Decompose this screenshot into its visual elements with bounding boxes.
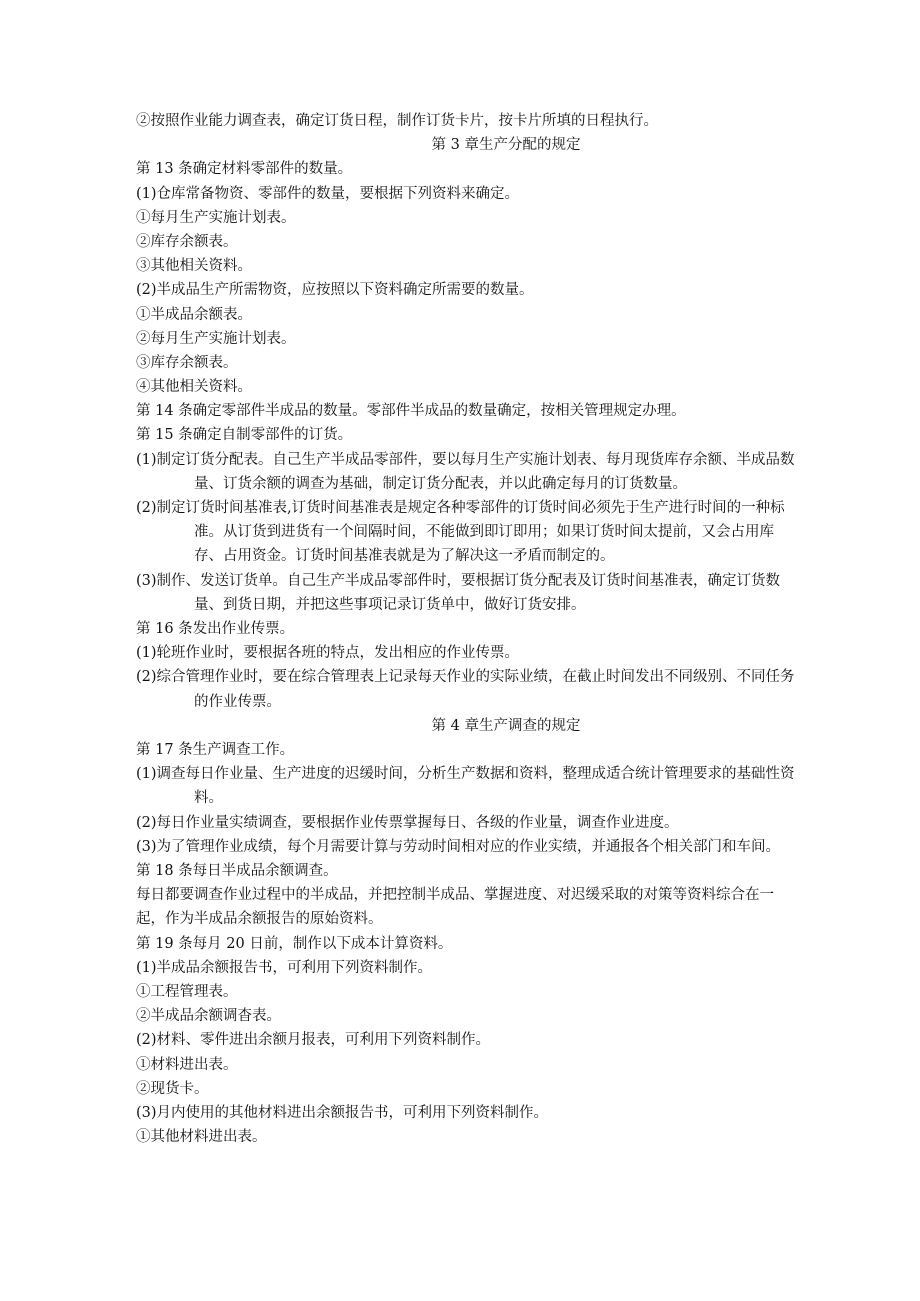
document-body	[136, 109, 796, 1149]
numbered-paragraph: (2)综合管理作业时，要在综合管理表上记录每天作业的实际业绩，在截止时间发出不同级别、不同任务的作业传票。	[136, 669, 795, 710]
text-line: 第 19 条每月 20 日前，制作以下成本计算资料。	[136, 935, 453, 952]
numbered-paragraph: (2)制定订货时间基准表,订货时间基准表是规定各种零部件的订货时间必须先于生产进行时间的一种标准。从订货到进货有一个间隔时间，不能做到即订即用；如果订货时间太提前，又会占用库存、占用资金。订货时间基准表就是为了解决这一矛盾而制定的。	[136, 500, 785, 565]
text-line: ③其他相关资料。	[136, 258, 252, 275]
text-line: ①每月生产实施计划表。	[136, 209, 296, 226]
text-line: ③库存余额表。	[136, 354, 238, 371]
text-line: (2)每日作业量实绩调查，要根据作业传票掌握每日、各级的作业量，调查作业进度。	[136, 814, 679, 831]
chapter-heading: 第 4 章生产调查的规定	[431, 717, 581, 734]
text-line: ①工程管理表。	[136, 983, 238, 1000]
text-line: ④其他相关资料。	[136, 379, 252, 396]
text-line: 第 13 条确定材料零部件的数量。	[136, 161, 353, 178]
text-line: ②库存余额表。	[136, 233, 238, 250]
body-paragraph: 每日都要调查作业过程中的半成品，并把控制半成品、掌握进度、对迟缓采取的对策等资料综合在一起，作为半成品余额报告的原始资料。	[136, 887, 774, 928]
text-line: (1)轮班作业时，要根据各班的特点，发出相应的作业传票。	[136, 645, 520, 662]
text-line: ①材料进出表。	[136, 1056, 238, 1073]
text-line: (1)半成品余额报告书，可利用下列资料制作。	[136, 959, 433, 976]
text-line: 第 15 条确定自制零部件的订货。	[136, 427, 353, 444]
numbered-paragraph: (3)制作、发送订货单。自己生产半成品零部件时，要根据订货分配表及订货时间基准表，确定订货数量、到货日期，并把这些事项记录订货单中，做好订货安排。	[136, 572, 781, 613]
text-line: ②每月生产实施计划表。	[136, 330, 296, 347]
text-line: (2)半成品生产所需物资，应按照以下资料确定所需要的数量。	[136, 282, 534, 299]
numbered-paragraph: (1)制定订货分配表。自己生产半成品零部件，要以每月生产实施计划表、每月现货库存余额、半成品数量、订货余额的调查为基础，制定订货分配表，并以此确定每月的订货数量。	[136, 451, 795, 492]
text-line: 第 18 条每日半成品余额调查。	[136, 863, 338, 879]
numbered-paragraph: (1)调查每日作业量、生产进度的迟缓时间，分析生产数据和资料，整理成适合统计管理要求的基础性资料。	[136, 766, 795, 807]
text-line: (2)材料、零件进出余额月报表，可利用下列资料制作。	[136, 1032, 491, 1049]
text-line: 第 17 条生产调查工作。	[136, 742, 295, 759]
text-line: ①半成品余额表。	[136, 306, 252, 323]
text-line: (3)月内使用的其他材料进出余额报告书，可利用下列资料制作。	[136, 1104, 549, 1121]
text-line: ②按照作业能力调查表，确定订货日程，制作订货卡片，按卡片所填的日程执行。	[136, 113, 658, 129]
text-line: 第 16 条发出作业传票。	[136, 621, 295, 638]
chapter-heading: 第 3 章生产分配的规定	[431, 137, 581, 154]
numbered-paragraph: (3)为了管理作业成绩，每个月需要计算与劳动时间相对应的作业实绩，并通报各个相关部门和车间。	[136, 838, 781, 855]
text-line: (1)仓库常备物资、零部件的数量，要根据下列资料来确定。	[136, 185, 520, 202]
text-line: ②半成品余额调杳表。	[136, 1008, 281, 1025]
text-line: ①其他材料进出表。	[136, 1129, 267, 1146]
text-line: ②现货卡。	[136, 1080, 209, 1097]
text-line: 第 14 条确定零部件半成品的数量。零部件半成品的数量确定，按相关管理规定办理。	[136, 403, 686, 420]
